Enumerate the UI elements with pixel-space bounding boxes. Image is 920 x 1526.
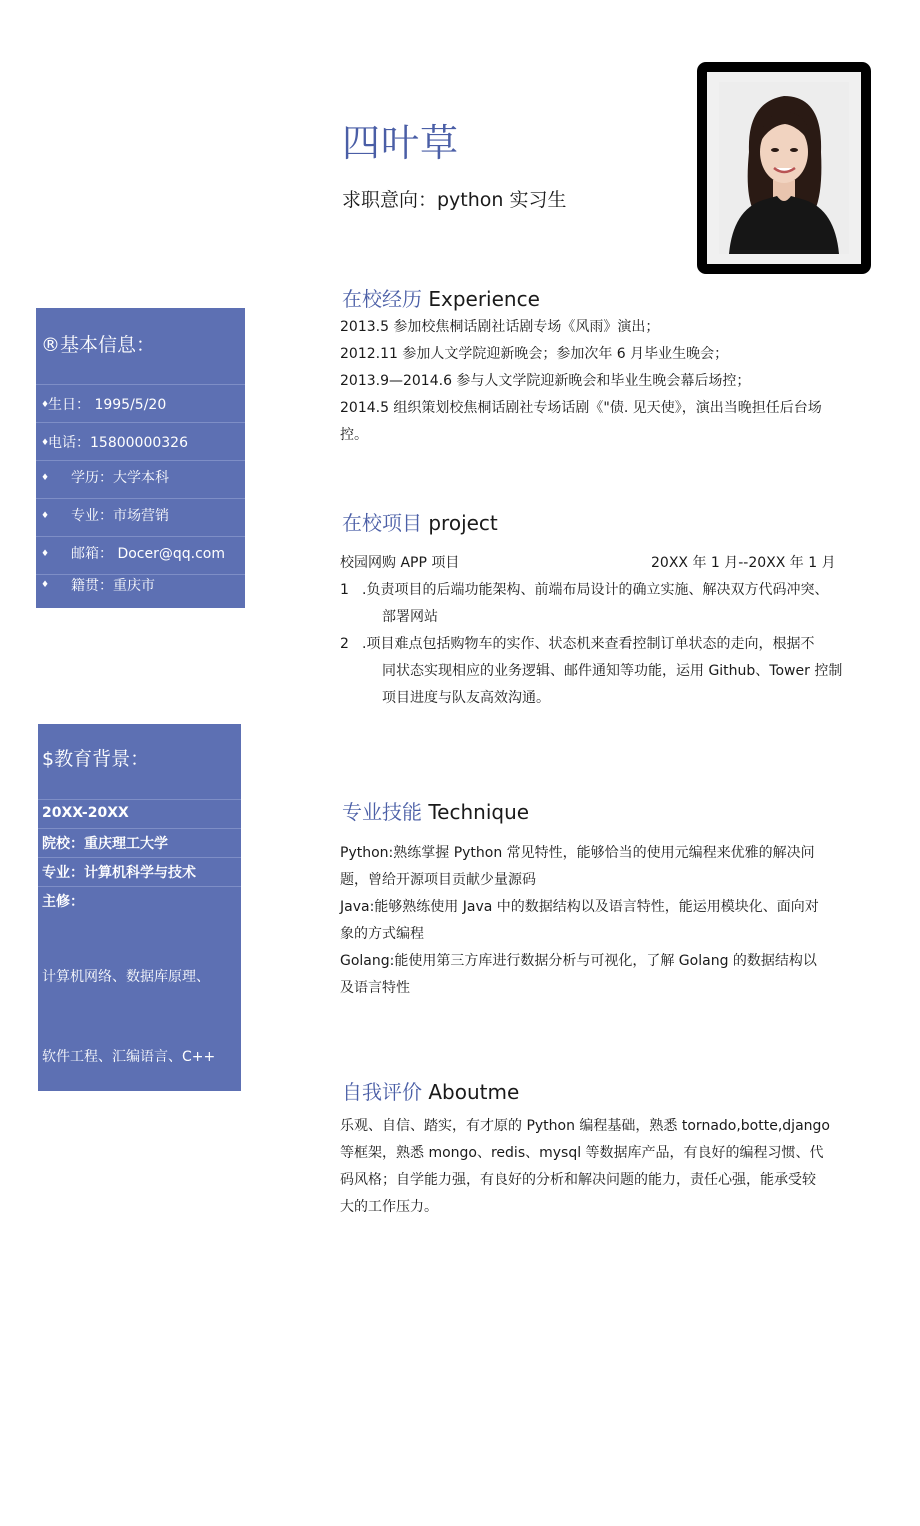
skill-line: Java:能够熟练使用 Java 中的数据结构以及语言特性，能运用模块化、面向对 xyxy=(340,899,819,915)
experience-title-en: Experience xyxy=(428,287,540,311)
experience-line: 2012.11 参加人文学院迎新晚会；参加次年 6 月毕业生晚会； xyxy=(340,346,729,362)
bullet-icon: ♦ xyxy=(41,400,50,410)
course-line: 程序设计、接口技术、Java xyxy=(42,1129,212,1146)
skill-line: 象的方式编程 xyxy=(340,926,424,942)
item-line: .负责项目的后端功能架构、前端布局设计的确立实施、解决双方代码冲突、 xyxy=(362,582,829,598)
item-number: 2 xyxy=(340,636,349,652)
skills-title-cn: 专业技能 xyxy=(342,800,422,824)
education-title: $教育背景： xyxy=(42,748,150,770)
edu-period-row xyxy=(38,799,241,829)
project-title-cn: 在校项目 xyxy=(342,511,422,535)
info-hometown: 籍贯：重庆市 xyxy=(71,578,155,594)
bullet-icon: ♦ xyxy=(41,580,50,590)
about-title-cn: 自我评价 xyxy=(342,1080,422,1104)
edu-major-row xyxy=(38,857,241,887)
about-line: 大的工作压力。 xyxy=(340,1199,438,1215)
edu-courses xyxy=(42,910,219,1526)
skills-body xyxy=(340,840,880,1002)
info-row-email xyxy=(36,536,245,575)
project-heading xyxy=(342,507,498,536)
info-row-hometown xyxy=(36,574,245,609)
info-email: 邮箱： Docer@qq.com xyxy=(71,546,225,562)
about-line: 码风格；自学能力强，有良好的分析和解决问题的能力，责任心强，能承受较 xyxy=(340,1172,816,1188)
bullet-icon: ♦ xyxy=(41,438,50,448)
bullet-icon: ♦ xyxy=(41,549,50,559)
about-heading xyxy=(342,1076,519,1105)
info-birthday: 生日： 1995/5/20 xyxy=(48,397,167,413)
experience-title-cn: 在校经历 xyxy=(342,287,422,311)
experience-line: 2014.5 组织策划校焦桐话剧社专场话剧《"债. 见天使》，演出当晚担任后台场 xyxy=(340,400,822,416)
edu-major: 专业：计算机科学与技术 xyxy=(42,865,196,881)
skills-heading xyxy=(342,796,529,825)
experience-heading xyxy=(342,283,540,312)
experience-line: 2013.5 参加校焦桐话剧社话剧专场《风雨》演出； xyxy=(340,319,660,335)
course-line: 析、 网络攻击与防护、密码 xyxy=(42,1290,219,1307)
job-objective: 求职意向：python 实习生 xyxy=(342,189,567,211)
skill-line: Python:熟练掌握 Python 常见特性，能够恰当的使用元编程来优雅的解决问 xyxy=(340,845,815,861)
skill-line: 及语言特性 xyxy=(340,980,410,996)
course-line: 计算机网络、数据库原理、 xyxy=(42,968,210,985)
project-item-1 xyxy=(340,577,885,631)
about-title-en: Aboutme xyxy=(428,1080,520,1104)
info-row-education xyxy=(36,460,245,499)
experience-line: 控。 xyxy=(340,427,368,443)
about-line: 等框架，熟悉 mongo、redis、mysql 等数据库产品，有良好的编程习惯、代 xyxy=(340,1145,824,1161)
info-row-major xyxy=(36,498,245,537)
course-line: 、 VC++、计算机病毒分 xyxy=(42,1209,206,1226)
skills-title-en: Technique xyxy=(428,800,530,824)
candidate-name: 四叶草 xyxy=(342,121,460,165)
info-row-birthday xyxy=(36,384,245,423)
experience-line: 2013.9—2014.6 参与人文学院迎新晚会和毕业生晚会幕后场控； xyxy=(340,373,751,389)
project-name: 校园网购 APP 项目 xyxy=(340,555,460,571)
project-period: 20XX 年 1 月--20XX 年 1 月 xyxy=(651,555,836,571)
info-phone: 电话：15800000326 xyxy=(48,435,188,451)
edu-school: 院校：重庆理工大学 xyxy=(42,836,168,852)
info-major: 专业：市场营销 xyxy=(71,508,169,524)
course-line: 学应 用或网络游戏理论、游 xyxy=(42,1370,219,1387)
item-line: 同状态实现相应的业务逻辑、邮件通知等功能，运用 Github、Tower 控制 xyxy=(382,663,843,679)
basic-info-title: ®基本信息： xyxy=(41,334,156,356)
bullet-icon: ♦ xyxy=(41,473,50,483)
portrait-image xyxy=(719,82,849,254)
skill-line: 题，曾给开源项目贡献少量源码 xyxy=(340,872,536,888)
course-line: 软件工程、汇编语言、C++ xyxy=(42,1048,216,1065)
basic-info-panel xyxy=(36,308,245,608)
skill-line: Golang:能使用第三方库进行数据分析与可视化，了解 Golang 的数据结构以 xyxy=(340,953,817,969)
item-line: 部署网站 xyxy=(382,609,438,625)
item-line: .项目难点包括购物车的实作、状态机来查看控制订单状态的走向，根据不 xyxy=(362,636,815,652)
item-line: 项目进度与队友高效沟通。 xyxy=(382,690,550,706)
profile-photo xyxy=(697,62,871,274)
info-degree: 学历：大学本科 xyxy=(71,470,169,486)
info-row-phone xyxy=(36,422,245,461)
project-title-en: project xyxy=(428,511,498,535)
course-line: 戏设 计、三维动画等。 xyxy=(42,1450,191,1467)
about-line: 乐观、自信、踏实，有才原的 Python 编程基础，熟悉 tornado,botte,django xyxy=(340,1118,830,1134)
edu-courses-label: 主修： xyxy=(42,894,84,910)
about-body xyxy=(340,1113,885,1221)
edu-school-row xyxy=(38,828,241,858)
edu-period: 20XX-20XX xyxy=(42,805,129,821)
experience-body xyxy=(340,314,880,449)
project-item-2 xyxy=(340,631,885,712)
education-panel xyxy=(38,724,241,1467)
item-number: 1 xyxy=(340,582,349,598)
bullet-icon: ♦ xyxy=(41,511,50,521)
